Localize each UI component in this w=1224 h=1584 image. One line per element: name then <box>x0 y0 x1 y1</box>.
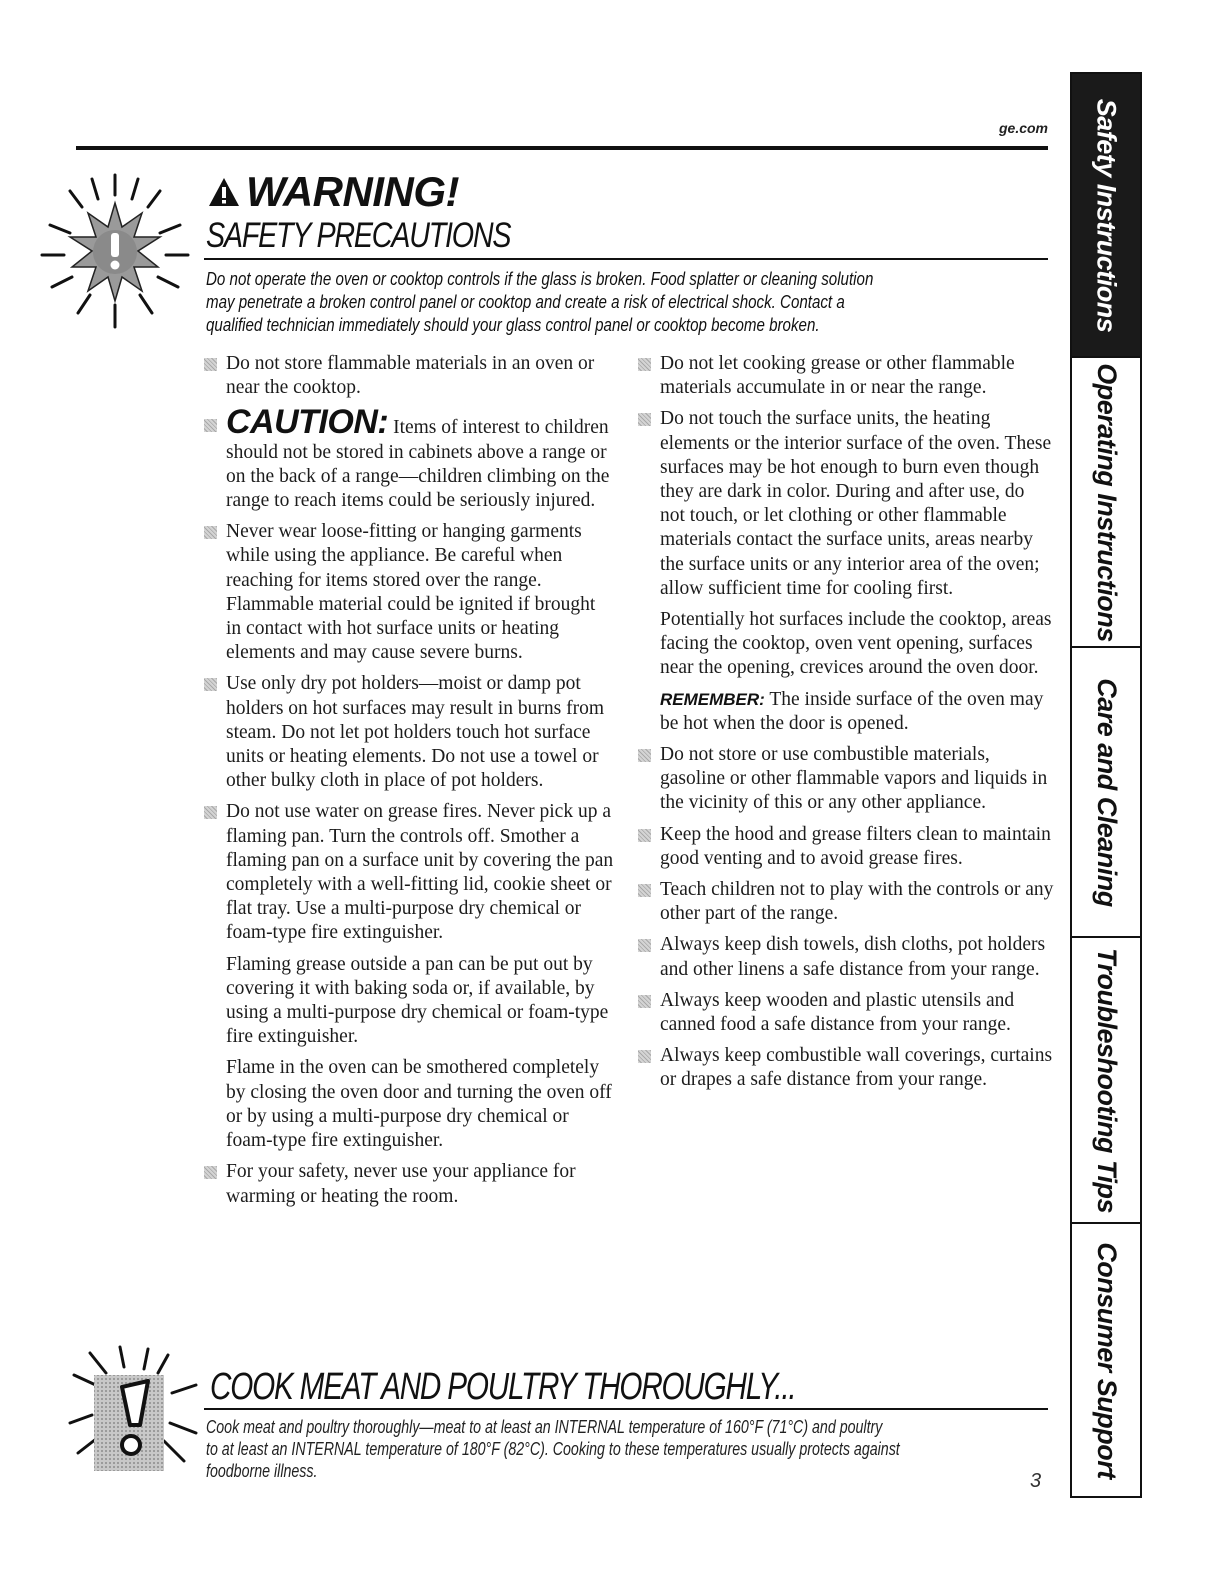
safety-item <box>638 352 1054 400</box>
warning-title: WARNING! <box>246 168 459 215</box>
right-column <box>638 352 1054 1100</box>
tab-care-and-cleaning[interactable] <box>1072 646 1140 936</box>
bullet-icon <box>204 678 217 691</box>
warning-intro-line: Do not operate the oven or cooktop controls if the glass is broken. Food splatter or cleaning solution <box>206 269 874 289</box>
warning-intro-line: may penetrate a broken control panel or cooktop and create a risk of electrical shock. Contact a <box>206 292 845 312</box>
cook-title: COOK MEAT AND POULTRY THOROUGHLY... <box>210 1366 796 1408</box>
warning-rule <box>204 258 1048 260</box>
safety-item <box>204 520 614 665</box>
safety-paragraph: Potentially hot surfaces include the cooktop, areas facing the cooktop, oven vent opening, surfaces near the opening, crevices around the oven door. <box>660 609 1052 679</box>
tab-troubleshooting-tips[interactable] <box>1072 936 1140 1222</box>
safety-item-text: Always keep dish towels, dish cloths, pot holders and other linens a safe distance from your range. <box>660 934 1046 980</box>
safety-item <box>204 672 614 793</box>
tab-label: Troubleshooting Tips <box>1091 947 1122 1213</box>
safety-item-text: For your safety, never use your appliance for warming or heating the room. <box>226 1161 576 1207</box>
caution-exclamation-icon <box>60 1345 200 1475</box>
tab-label: Consumer Support <box>1091 1241 1122 1479</box>
safety-item-text: Keep the hood and grease filters clean to maintain good venting and to avoid grease fires. <box>660 823 1051 869</box>
bullet-icon <box>638 829 651 842</box>
tab-consumer-support[interactable] <box>1072 1222 1140 1496</box>
remember-text: The inside surface of the oven may be hot when the door is opened. <box>660 688 1044 734</box>
caution-item <box>204 403 614 513</box>
tab-safety-instructions[interactable] <box>1072 74 1140 356</box>
bullet-icon <box>204 806 217 819</box>
cook-text-line: foodborne illness. <box>206 1461 318 1481</box>
safety-item <box>638 933 1054 981</box>
safety-item-text: Do not store or use combustible materials, gasoline or other flammable vapors and liquids in the vicinity of this or any other appliance. <box>660 744 1048 814</box>
safety-item-text: Always keep wooden and plastic utensils and canned food a safe distance from your range. <box>660 989 1015 1036</box>
safety-item-text: Use only dry pot holders—moist or damp pot holders on hot surfaces may result in burns from steam. Do not let pot holders touch hot surface units or heating elements. Do not use a towel or other bulky cloth in place of pot holders. <box>226 673 605 792</box>
bullet-icon <box>204 526 217 539</box>
safety-item <box>204 352 614 400</box>
warning-intro-line: qualified technician immediately should your glass control panel or cooktop become broken. <box>206 315 820 335</box>
remember-note <box>638 688 1054 736</box>
tab-label: Operating Instructions <box>1091 362 1122 642</box>
page-number: 3 <box>1030 1470 1042 1492</box>
warning-heading <box>208 168 459 216</box>
bullet-icon <box>638 939 651 952</box>
cook-text-line: to at least an INTERNAL temperature of 180°F (82°C). Cooking to these temperatures usually protects against <box>206 1439 900 1459</box>
warning-subtitle: SAFETY PRECAUTIONS <box>206 216 511 255</box>
tab-label: Care and Cleaning <box>1091 677 1122 907</box>
caution-label: CAUTION: <box>226 403 389 442</box>
safety-item <box>204 1160 614 1208</box>
site-url: ge.com <box>998 120 1048 136</box>
bullet-icon <box>638 413 651 426</box>
bullet-icon <box>204 1166 217 1179</box>
tab-label: Safety Instructions <box>1091 98 1122 332</box>
safety-item <box>204 800 614 945</box>
safety-item <box>638 743 1054 816</box>
tab-operating-instructions[interactable] <box>1072 356 1140 646</box>
safety-item-text: Do not store flammable materials in an oven or near the cooktop. <box>226 353 595 399</box>
bullet-icon <box>638 1050 651 1063</box>
safety-paragraph: Flaming grease outside a pan can be put out by covering it with baking soda or, if available, by using a multi-purpose dry chemical or foam-type fire extinguisher. <box>226 953 609 1048</box>
bullet-icon <box>638 749 651 762</box>
safety-item <box>638 823 1054 871</box>
safety-paragraph: Flame in the oven can be smothered completely by closing the oven door and turning the oven off or by using a multi-purpose dry chemical or foam-type fire extinguisher. <box>226 1057 612 1152</box>
safety-item-text: Do not touch the surface units, the heating elements or the interior surface of the oven. These surfaces may be hot enough to burn even though they are dark in color. During and after use, do not touch, or let clothing or other flammable materials contact the surface units, areas nearby the surface units or any interior area of the oven; allow sufficient time for cooling first. <box>660 408 1052 599</box>
bullet-icon <box>638 884 651 897</box>
safety-item-text: Do not let cooking grease or other flammable materials accumulate in or near the range. <box>660 353 1015 399</box>
left-column <box>204 352 614 1216</box>
bullet-icon <box>638 995 651 1008</box>
caution-text: Items of interest to children should not be stored in cabinets above a range or on the back of a range—children climbing on the range to reach items could be seriously injured. <box>226 417 610 512</box>
warning-triangle-icon <box>208 177 240 207</box>
warning-intro <box>206 268 1046 337</box>
safety-item <box>638 878 1054 926</box>
safety-item <box>638 989 1054 1037</box>
cook-text-line: Cook meat and poultry thoroughly—meat to at least an INTERNAL temperature of 160°F (71°C) and poultry <box>206 1417 883 1437</box>
section-tabs <box>1070 72 1142 1498</box>
safety-item-text: Never wear loose-fitting or hanging garments while using the appliance. Be careful when reaching for items stored over the range. Flammable material could be ignited if brought in contact with hot surface units or heating elements and may cause severe burns. <box>226 521 596 664</box>
remember-label: REMEMBER: <box>660 689 765 709</box>
warning-burst-icon <box>30 165 200 335</box>
safety-item <box>638 1044 1054 1092</box>
bullet-icon <box>204 419 217 432</box>
safety-item-text: Teach children not to play with the controls or any other part of the range. <box>660 879 1054 925</box>
cook-rule <box>204 1408 1048 1410</box>
safety-item <box>638 407 1054 601</box>
cook-text <box>206 1416 1028 1482</box>
safety-item-text: Do not use water on grease fires. Never pick up a flaming pan. Turn the controls off. Smother a flaming pan on a surface unit by covering the pan completely with a well-fitting lid, cookie sheet or flat tray. Use a multi-purpose dry chemical or foam-type fire extinguisher. <box>226 801 614 944</box>
header-rule <box>76 146 1048 150</box>
safety-item-text: Always keep combustible wall coverings, curtains or drapes a safe distance from your range. <box>660 1045 1053 1091</box>
bullet-icon <box>204 358 217 371</box>
bullet-icon <box>638 358 651 371</box>
